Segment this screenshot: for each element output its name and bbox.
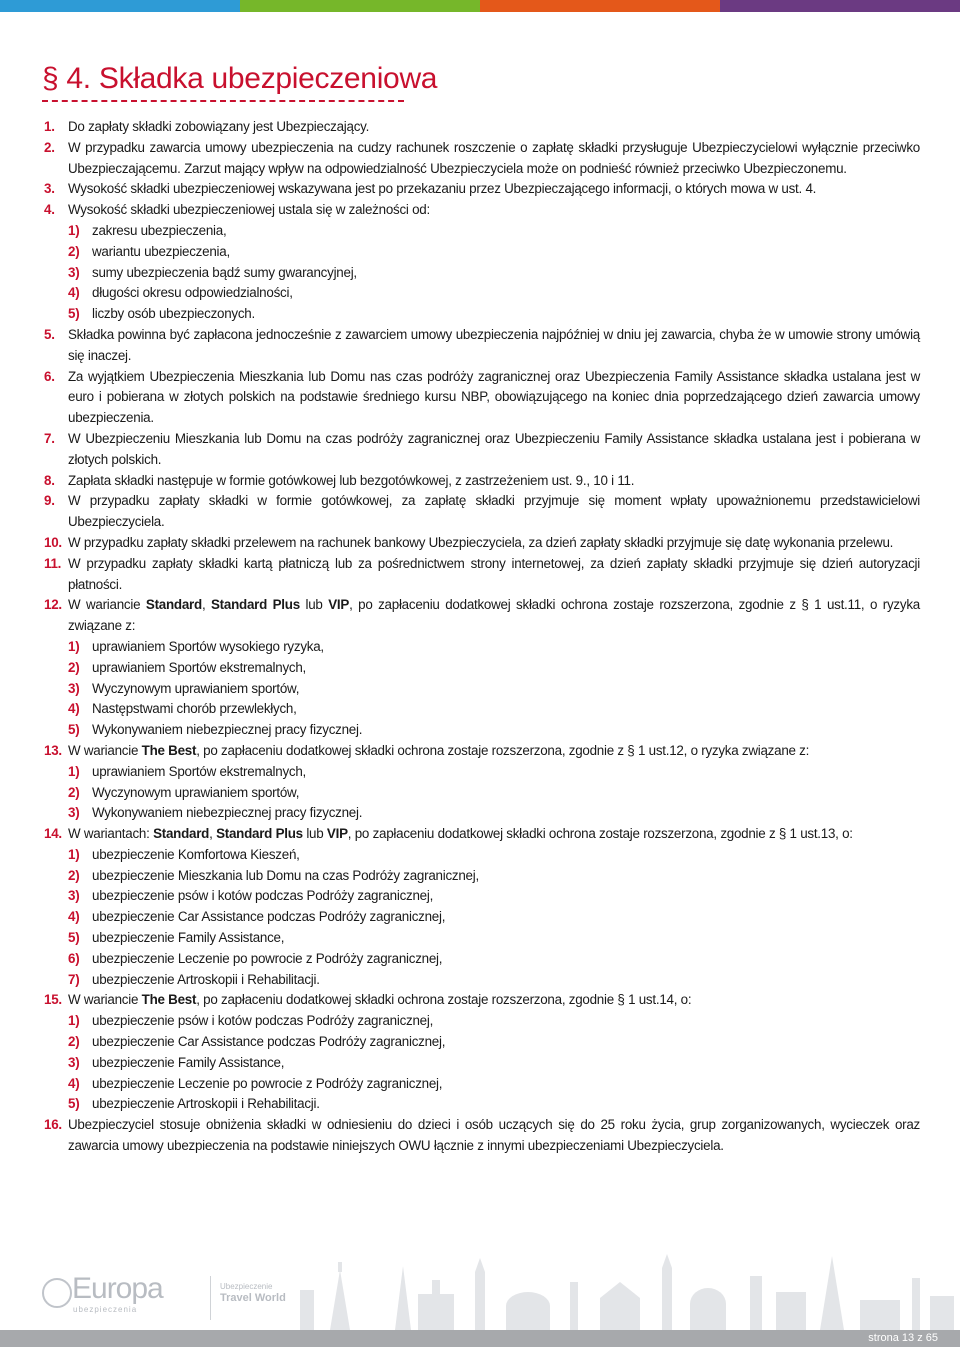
list-item: 2) ubezpieczenie Mieszkania lub Domu na czas Podróży zagranicznej, [68, 867, 479, 883]
list-item: 2) ubezpieczenie Car Assistance podczas Podróży zagranicznej, [68, 1034, 446, 1050]
clause-14: 14. W wariantach: Standard, Standard Plus lub VIP, po zapłaceniu dodatkowej składki ochrona zostaje rozszerzona, zgodnie z § 1 ust.13, o: 1) ubezpieczenie Komfortowa Kieszeń, 2) ubezpieczenie Mieszkania lub Domu na czas Podróży zagranicznej, 3) ubezpieczenie psów i kotów podczas Podróży zagranicznej, 4) ubezpieczenie Car Assistance podczas Podróży zagranicznej, 5) ubezpieczenie Family Assistance, 6) ubezpieczenie Leczenie po powrocie z Podróży zagranicznej, 7) ubezpieczenie Artroskopii i Rehabilitacji. [44, 824, 920, 990]
clause-1: 1. Do zapłaty składki zobowiązany jest Ubezpieczający. [44, 119, 370, 134]
list-item: 5) ubezpieczenie Family Assistance, [68, 930, 285, 946]
list-item: 6) ubezpieczenie Leczenie po powrocie z Podróży zagranicznej, [68, 950, 443, 966]
clause-9: 9. W przypadku zapłaty składki w formie gotówkowej, za zapłatę składki przyjmuje się moment wpłaty upoważnionemu przedstawicielowi Ubezpieczyciela. [44, 493, 920, 530]
list-item: 1) zakresu ubezpieczenia, [68, 222, 227, 238]
list-item: 4) ubezpieczenie Leczenie po powrocie z Podróży zagranicznej, [68, 1075, 443, 1091]
top-bar-green [240, 0, 480, 12]
list-item: 4) Następstwami chorób przewlekłych, [68, 701, 297, 717]
clause-15: 15. W wariancie The Best, po zapłaceniu dodatkowej składki ochrona zostaje rozszerzona, zgodnie § 1 ust.14, o: 1) ubezpieczenie psów i kotów podczas Podróży zagranicznej, 2) ubezpieczenie Car Assistance podczas Podróży zagranicznej, 3) ubezpieczenie Family Assistance, 4) ubezpieczenie Leczenie po powrocie z Podróży zagranicznej, 5) ubezpieczenie Artroskopii i Rehabilitacji. [44, 990, 920, 1115]
list-item: 3) ubezpieczenie Family Assistance, [68, 1054, 285, 1070]
title-dashed-rule [42, 100, 404, 102]
list-item: 3) Wyczynowym uprawianiem sportów, [68, 680, 300, 696]
list-item: 3) Wykonywaniem niebezpiecznej pracy fizycznej. [68, 805, 363, 821]
list-item: 5) Wykonywaniem niebezpiecznej pracy fizycznej. [68, 722, 363, 738]
page-number: strona 13 z 65 [868, 1332, 938, 1344]
clause-7: 7. W Ubezpieczeniu Mieszkania lub Domu na czas podróży zagranicznej oraz Ubezpieczeniu Family Assistance składka ustalana jest i pobierana w złotych polskich. [44, 430, 920, 467]
clause-8: 8. Zapłata składki następuje w formie gotówkowej lub bezgotówkowej, z zastrzeżeniem ust. 9., 10 i 11. [44, 472, 635, 488]
clause-16: 16. Ubezpieczyciel stosuje obniżenia składki w odniesieniu do dzieci i osób uczących się do 25 roku życia, grup zorganizowanych, wycieczek oraz zawarcia umowy ubezpieczenia na podstawie niniejszych OWU łącznie z innymi ubezpieczeniami Ubezpieczyciela. [44, 1117, 920, 1154]
page-footer: Europa ubezpieczenia Ubezpieczenie Travel World [0, 1252, 960, 1347]
clause-11: 11. W przypadku zapłaty składki kartą płatniczą lub za pośrednictwem strony internetowej, za dzień zapłaty składki przyjmuje się dzień autoryzacji płatności. [44, 555, 920, 592]
clause-12: 12. W wariancie Standard, Standard Plus lub VIP, po zapłaceniu dodatkowej składki ochrona zostaje rozszerzona, zgodnie z § 1 ust.11, o ryzyka związane z: 1) uprawianiem Sportów wysokiego ryzyka, 2) uprawianiem Sportów ekstremalnych, 3) Wyczynowym uprawianiem sportów, 4) Następstwami chorób przewlekłych, 5) Wykonywaniem niebezpiecznej pracy fizycznej. [44, 595, 920, 741]
clause-2: 2. W przypadku zawarcia umowy ubezpieczenia na cudzy rachunek roszczenie o zapłatę składki przysługuje Ubezpieczycielowi wyłącznie przeciwko Ubezpieczającemu. Zarzut mający wpływ na odpowiedzialność Ubezpieczyciela może on podnieść również przeciwko Ubezpieczonemu. [44, 139, 920, 176]
top-bar-purple [720, 0, 960, 12]
logo-separator [210, 1276, 211, 1320]
clause-4: 4. Wysokość składki ubezpieczeniowej ustala się w zależności od: 1) zakresu ubezpieczenia, 2) wariantu ubezpieczenia, 3) sumy ubezpieczenia bądź sumy gwarancyjnej, 4) długości okresu odpowiedzialności, 5) liczby osób ubezpieczonych. [44, 200, 920, 325]
top-color-bar [0, 0, 960, 12]
clause-5: 5. Składka powinna być zapłacona jednocześnie z zawarciem umowy ubezpieczenia najpóźniej w dniu jej zawarcia, chyba że w umowie strony umówią się inaczej. [44, 326, 920, 363]
list-item: 2) uprawianiem Sportów ekstremalnych, [68, 659, 307, 675]
footer-bar [0, 1330, 960, 1347]
landmarks-skyline-icon [300, 1252, 960, 1330]
list-item: 4) ubezpieczenie Car Assistance podczas Podróży zagranicznej, [68, 909, 446, 925]
list-item: 1) uprawianiem Sportów ekstremalnych, [68, 763, 307, 779]
list-item: 1) ubezpieczenie psów i kotów podczas Podróży zagranicznej, [68, 1013, 434, 1029]
list-item: 7) ubezpieczenie Artroskopii i Rehabilitacji. [68, 971, 320, 987]
top-bar-blue [0, 0, 240, 12]
list-item: 4) długości okresu odpowiedzialności, [68, 285, 293, 301]
list-item: 3) sumy ubezpieczenia bądź sumy gwarancyjnej, [68, 264, 357, 280]
list-item: 2) Wyczynowym uprawianiem sportów, [68, 784, 300, 800]
list-item: 3) ubezpieczenie psów i kotów podczas Podróży zagranicznej, [68, 888, 434, 904]
clause-10: 10. W przypadku zapłaty składki przelewem na rachunek bankowy Ubezpieczyciela, za dzień zapłaty składki przyjmuje się datę wykonania przelewu. [44, 534, 894, 550]
clause-6: 6. Za wyjątkiem Ubezpieczenia Mieszkania lub Domu nas czas podróży zagranicznej oraz Ubezpieczenia Family Assistance składka ustalana jest w euro i pobierana w złotych polskich na podstawie średniego kursu NBP, obowiązującego na koniec dnia poprzedzającego dzień zawarcia umowy ubezpieczenia. [44, 368, 920, 426]
section-title: § 4. Składka ubezpieczeniowa [42, 62, 438, 95]
list-item: 1) ubezpieczenie Komfortowa Kieszeń, [68, 846, 300, 862]
list-item: 2) wariantu ubezpieczenia, [68, 243, 230, 259]
list-item: 5) ubezpieczenie Artroskopii i Rehabilitacji. [68, 1096, 320, 1112]
clause-3: 3. Wysokość składki ubezpieczeniowej wskazywana jest po przekazaniu przez Ubezpieczającego informacji, o których mowa w ust. 4. [44, 181, 817, 197]
clause-13: 13. W wariancie The Best, po zapłaceniu dodatkowej składki ochrona zostaje rozszerzona, zgodnie z § 1 ust.12, o ryzyka związane z: 1) uprawianiem Sportów ekstremalnych, 2) Wyczynowym uprawianiem sportów, 3) Wykonywaniem niebezpiecznej pracy fizycznej. [44, 741, 920, 824]
list-item: 5) liczby osób ubezpieczonych. [68, 306, 255, 322]
top-bar-orange [480, 0, 720, 12]
list-item: 1) uprawianiem Sportów wysokiego ryzyka, [68, 638, 324, 654]
logo-globe-icon [42, 1278, 72, 1308]
section-content [44, 117, 920, 1157]
